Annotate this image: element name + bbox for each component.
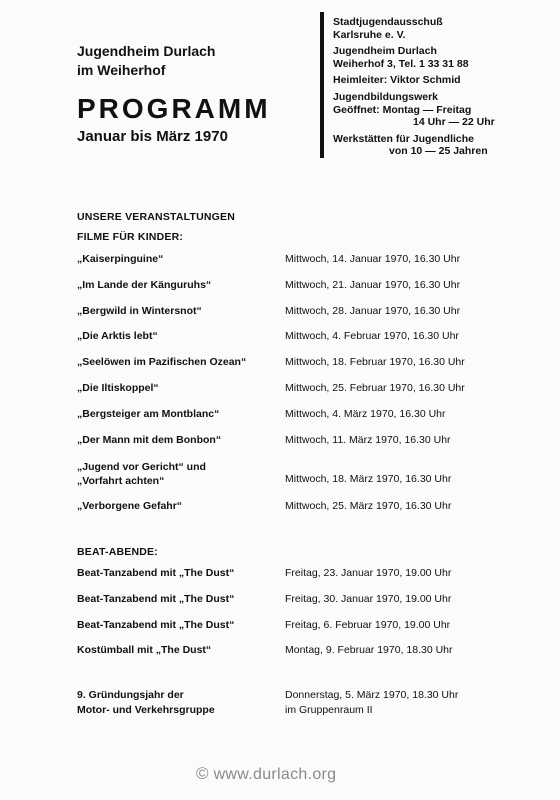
film-date: Mittwoch, 4. März 1970, 16.30 Uhr [285, 408, 446, 420]
program-period: Januar bis März 1970 [77, 128, 228, 145]
beat-date: Montag, 9. Februar 1970, 18.30 Uhr [285, 644, 453, 656]
beat-title: Beat-Tanzabend mit „The Dust“ [77, 567, 235, 579]
info-line: Jugendheim Durlach [333, 45, 437, 58]
beat-heading: BEAT-ABENDE: [77, 546, 158, 558]
info-line: Werkstätten für Jugendliche [333, 132, 475, 145]
copyright-icon: © [196, 764, 209, 783]
events-heading: UNSERE VERANSTALTUNGEN [77, 211, 236, 223]
films-heading: FILME FÜR KINDER: [77, 231, 184, 243]
info-block [333, 16, 553, 158]
film-date: Mittwoch, 28. Januar 1970, 16.30 Uhr [285, 305, 461, 317]
org-name-line1: Jugendheim Durlach [77, 43, 216, 59]
film-title-line2: „Vorfahrt achten“ [77, 475, 165, 487]
film-date: Mittwoch, 25. Februar 1970, 16.30 Uhr [285, 382, 465, 394]
film-date: Mittwoch, 25. März 1970, 16.30 Uhr [285, 500, 452, 512]
film-title: „Jugend vor Gericht“ und [77, 461, 206, 473]
film-title: „Verborgene Gefahr“ [77, 500, 183, 512]
film-date: Mittwoch, 18. März 1970, 16.30 Uhr [285, 473, 452, 485]
info-line: Heimleiter: Viktor Schmid [333, 74, 461, 87]
beat-title: Kostümball mit „The Dust“ [77, 644, 212, 656]
info-line: Karlsruhe e. V. [333, 28, 406, 41]
page-title: PROGRAMM [77, 93, 271, 124]
founding-date: Donnerstag, 5. März 1970, 18.30 Uhr [285, 689, 459, 701]
vertical-divider [320, 12, 324, 158]
film-title: „Im Lande der Känguruhs“ [77, 279, 212, 291]
info-line: Weiherhof 3, Tel. 1 33 31 88 [333, 57, 469, 70]
org-name-line2: im Weiherhof [77, 62, 166, 78]
beat-title: Beat-Tanzabend mit „The Dust“ [77, 593, 235, 605]
info-line: Stadtjugendausschuß [333, 16, 443, 28]
film-title: „Bergwild in Wintersnot“ [77, 305, 202, 317]
info-line: 14 Uhr — 22 Uhr [413, 116, 495, 129]
info-line: von 10 — 25 Jahren [389, 145, 488, 158]
info-line: Jugendbildungswerk [333, 90, 439, 103]
film-date: Mittwoch, 21. Januar 1970, 16.30 Uhr [285, 279, 461, 291]
info-line: Geöffnet: Montag — Freitag [333, 103, 472, 116]
watermark [196, 764, 336, 784]
founding-title-line2: Motor- und Verkehrsgruppe [77, 704, 215, 716]
film-date: Mittwoch, 4. Februar 1970, 16.30 Uhr [285, 330, 459, 342]
film-date: Mittwoch, 18. Februar 1970, 16.30 Uhr [285, 356, 465, 368]
film-title: „Die Iltiskoppel“ [77, 382, 159, 394]
founding-location: im Gruppenraum II [285, 704, 373, 716]
film-title: „Kaiserpinguine“ [77, 253, 164, 265]
header-block [77, 42, 317, 145]
beat-title: Beat-Tanzabend mit „The Dust“ [77, 619, 235, 631]
beat-date: Freitag, 23. Januar 1970, 19.00 Uhr [285, 567, 452, 579]
founding-title: 9. Gründungsjahr der [77, 689, 184, 701]
film-title: „Die Arktis lebt“ [77, 330, 158, 342]
watermark-text: www.durlach.org [213, 766, 337, 783]
film-title: „Der Mann mit dem Bonbon“ [77, 434, 222, 446]
film-date: Mittwoch, 11. März 1970, 16.30 Uhr [285, 434, 451, 446]
beat-date: Freitag, 30. Januar 1970, 19.00 Uhr [285, 593, 452, 605]
film-date: Mittwoch, 14. Januar 1970, 16.30 Uhr [285, 253, 461, 265]
film-title: „Bergsteiger am Montblanc“ [77, 408, 220, 420]
beat-date: Freitag, 6. Februar 1970, 19.00 Uhr [285, 619, 451, 631]
film-title: „Seelöwen im Pazifischen Ozean“ [77, 356, 247, 368]
